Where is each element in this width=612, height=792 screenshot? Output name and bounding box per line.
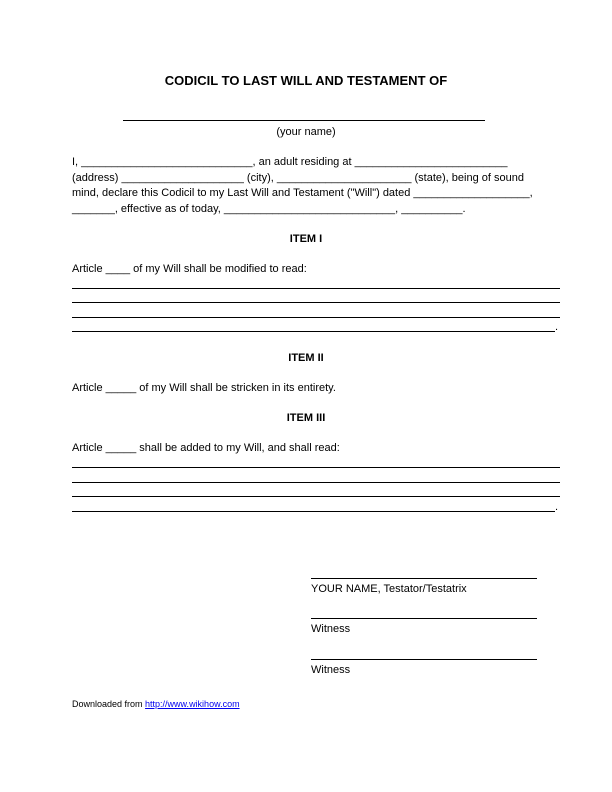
intro-line-4: _______, effective as of today, ____________________________, __________. (72, 203, 466, 215)
item-3-blank-line-2[interactable] (72, 482, 560, 483)
footer-link[interactable]: http://www.wikihow.com (145, 699, 240, 709)
witness-1-caption: Witness (311, 623, 351, 635)
item-2-heading: ITEM II (288, 352, 324, 364)
testator-caption: YOUR NAME, Testator/Testatrix (311, 583, 467, 595)
item-3-end-period: . (555, 501, 559, 513)
name-blank-line[interactable] (123, 111, 485, 121)
item-3-blank-line-4[interactable] (72, 511, 555, 512)
name-caption: (your name) (276, 126, 336, 138)
intro-line-3: mind, declare this Codicil to my Last Will and Testament ("Will") dated ___________________, (72, 187, 533, 199)
intro-line-1: I, ____________________________, an adult residing at _________________________ (72, 156, 508, 168)
item-3-blank-line-3[interactable] (72, 496, 560, 497)
item-1-end-period: . (555, 321, 559, 333)
witness-1-signature-line[interactable] (311, 618, 537, 619)
item-1-text: Article ____ of my Will shall be modified to read: (72, 263, 307, 275)
footer (72, 699, 240, 709)
item-3-text: Article _____ shall be added to my Will, and shall read: (72, 442, 340, 454)
item-3-blank-line-1[interactable] (72, 467, 560, 468)
intro-line-2: (address) ____________________ (city), ______________________ (state), being of sound (72, 172, 524, 184)
item-3-heading: ITEM III (286, 412, 326, 424)
document-title: CODICIL TO LAST WILL AND TESTAMENT OF (164, 73, 448, 88)
item-2-text: Article _____ of my Will shall be stricken in its entirety. (72, 382, 336, 394)
witness-2-caption: Witness (311, 664, 351, 676)
item-1-blank-line-1[interactable] (72, 288, 560, 289)
witness-2-signature-line[interactable] (311, 659, 537, 660)
item-1-blank-line-2[interactable] (72, 302, 560, 303)
testator-signature-line[interactable] (311, 578, 537, 579)
item-1-blank-line-3[interactable] (72, 317, 560, 318)
footer-prefix: Downloaded from (72, 699, 146, 709)
item-1-blank-line-4[interactable] (72, 331, 555, 332)
item-1-heading: ITEM I (289, 233, 323, 245)
